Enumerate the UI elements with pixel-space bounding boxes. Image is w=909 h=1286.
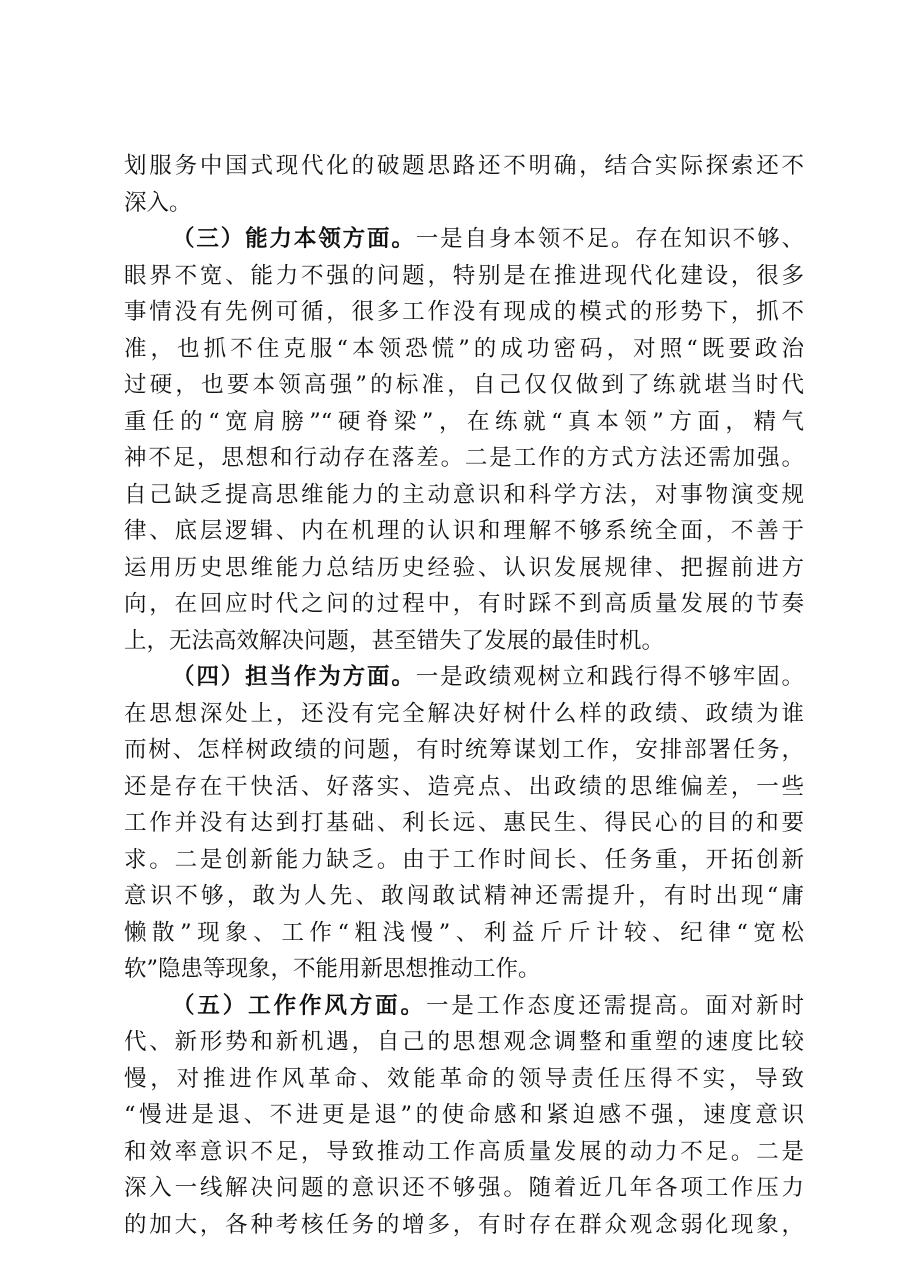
text-line: 运用历史思维能力总结历史经验、认识发展规律、把握前进方 (124, 554, 804, 581)
text-line (124, 988, 804, 1025)
text-span: 一是政绩观树立和践行得不够牢固。 (415, 664, 804, 690)
text-line: 意识不够，敢为人先、敢闯敢试精神还需提升，有时出现“庸 (124, 883, 804, 909)
text-line: 还是存在干快活、好落实、造亮点、出政绩的思维偏差，一些 (124, 773, 804, 800)
text-line: 准，也抓不住克服“本领恐慌”的成功密码，对照“既要政治 (124, 335, 804, 362)
text-line: 上，无法高效解决问题，甚至错失了发展的最佳时机。 (124, 627, 665, 654)
text-span: 一是工作态度还需提高。面对新时 (425, 992, 804, 1019)
text-line: 工作并没有达到打基础、利长远、惠民生、得民心的目的和要 (124, 810, 804, 836)
text-line (124, 221, 804, 258)
text-line: 自己缺乏提高思维能力的主动意识和科学方法，对事物演变规 (124, 481, 804, 508)
text-line: 而树、怎样树政绩的问题，有时统筹谋划工作，安排部署任务， (124, 737, 804, 763)
text-line: 划服务中国式现代化的破题思路还不明确，结合实际探索还不 (124, 153, 804, 179)
text-line: 慢，对推进作风革命、效能革命的领导责任压得不实，导致 (124, 1065, 804, 1092)
section-heading: （五）工作作风方面。 (172, 992, 426, 1019)
document-page (124, 148, 804, 1243)
text-line: 和效率意识不足，导致推动工作高质量发展的动力不足。二是 (124, 1138, 804, 1165)
text-span: 一是自身本领不足。存在知识不够、 (415, 226, 804, 252)
text-line: 代、新形势和新机遇，自己的思想观念调整和重塑的速度比较 (124, 1029, 804, 1055)
text-line: 软”隐患等现象，不能用新思想推动工作。 (124, 956, 541, 982)
text-line: 神不足，思想和行动存在落差。二是工作的方式方法还需加强。 (124, 445, 804, 471)
text-line: 律、底层逻辑、内在机理的认识和理解不够系统全面，不善于 (124, 518, 804, 544)
text-line: 懒散”现象、工作“粗浅慢”、利益斤斤计较、纪律“宽松 (124, 919, 804, 946)
paragraph-work-style (124, 988, 804, 1244)
text-line: 的加大，各种考核任务的增多，有时存在群众观念弱化现象， (124, 1211, 804, 1238)
text-line: 过硬，也要本领高强”的标准，自己仅仅做到了练就堪当时代 (124, 372, 804, 398)
text-line: 重任的“宽肩膀”“硬脊梁”，在练就“真本领”方面，精气 (124, 408, 804, 435)
paragraph-responsibility (124, 659, 804, 988)
text-line: 深入。 (124, 189, 192, 216)
text-line: 事情没有先例可循，很多工作没有现成的模式的形势下，抓不 (124, 299, 804, 325)
text-line: 求。二是创新能力缺乏。由于工作时间长、任务重，开拓创新 (124, 846, 804, 873)
text-line: 在思想深处上，还没有完全解决好树什么样的政绩、政绩为谁 (124, 700, 804, 727)
text-line: 深入一线解决问题的意识还不够强。随着近几年各项工作压力 (124, 1175, 804, 1201)
paragraph-continuation (124, 148, 804, 221)
text-line: 眼界不宽、能力不强的问题，特别是在推进现代化建设，很多 (124, 262, 804, 289)
section-heading: （三）能力本领方面。 (172, 226, 416, 252)
text-line: 向，在回应时代之问的过程中，有时踩不到高质量发展的节奏 (124, 591, 804, 617)
text-line (124, 659, 804, 696)
text-line: “慢进是退、不进更是退”的使命感和紧迫感不强，速度意识 (124, 1102, 804, 1128)
paragraph-ability (124, 221, 804, 659)
section-heading: （四）担当作为方面。 (172, 664, 416, 690)
